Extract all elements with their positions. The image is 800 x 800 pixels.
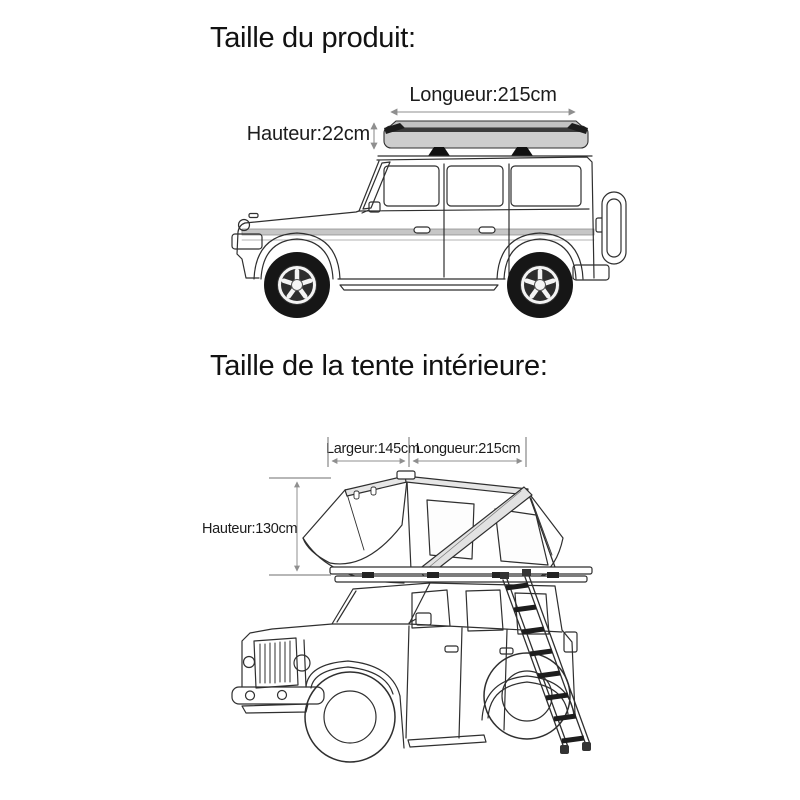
product-height-label: Hauteur:22cm — [246, 123, 370, 145]
tent-size-title: Taille de la tente intérieure: — [210, 350, 548, 382]
suv-closed-roof-tent-illustration — [228, 82, 648, 327]
product-size-title: Taille du produit: — [210, 22, 416, 54]
closed-roof-tent-box — [384, 121, 588, 156]
open-roof-tent — [303, 471, 592, 583]
front-wheel — [264, 252, 330, 318]
spare-tire — [596, 192, 626, 264]
width-length-dimension-brackets — [328, 437, 526, 467]
product-length-label: Longueur:215cm — [409, 84, 557, 106]
ladder — [500, 569, 591, 754]
tent-width-label: Largeur:145cm — [326, 441, 420, 457]
tent-height-label: Hauteur:130cm — [202, 521, 298, 537]
rear-wheel — [507, 252, 573, 318]
tent-length-label: Longueur:215cm — [415, 441, 521, 457]
jeep-open-roof-tent-illustration — [212, 430, 622, 800]
